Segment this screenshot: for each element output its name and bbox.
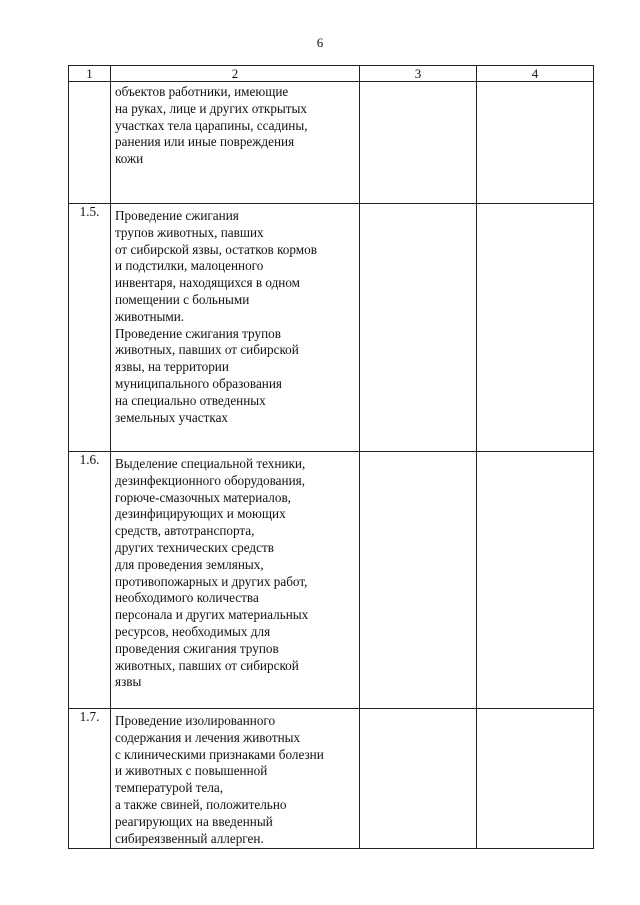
description-line: земельных участках (115, 409, 229, 425)
description-line: Выделение специальной техники, (115, 456, 306, 471)
column-3-cell (360, 82, 477, 204)
column-4-cell (477, 204, 594, 452)
item-number: 1.7. (69, 709, 111, 849)
measure-description (111, 82, 360, 204)
description-line: с клиническими признаками болезни (115, 746, 324, 762)
description-line: кожи (115, 151, 144, 167)
table-row (69, 204, 594, 452)
column-4-cell (477, 452, 594, 709)
description-line: других технических средств (115, 539, 274, 555)
description-line: а также свиней, положительно (115, 796, 287, 812)
description-line: для проведения земляных, (115, 556, 264, 572)
description-line: сибиреязвенный аллерген. (115, 830, 264, 846)
table-row (69, 709, 594, 849)
description-line: помещении с больными (115, 291, 250, 307)
column-4-cell (477, 82, 594, 204)
description-line: участках тела царапины, ссадины, (115, 117, 308, 133)
description-line: инвентаря, находящихся в одном (115, 275, 301, 291)
description-line: необходимого количества (115, 590, 259, 606)
description-line: на специально отведенных (115, 392, 266, 408)
column-header-1: 1 (69, 66, 111, 82)
description-line: животных, павших от сибирской (115, 657, 299, 673)
description-line: реагирующих на введенный (115, 813, 273, 829)
description-line: дезинфицирующих и моющих (115, 506, 286, 522)
description-line: проведения сжигания трупов (115, 640, 279, 656)
item-number (69, 82, 111, 204)
table-row (69, 452, 594, 709)
measures-table (68, 65, 594, 849)
column-3-cell (360, 204, 477, 452)
description-line: объектов работники, имеющие (115, 84, 289, 99)
description-line: ресурсов, необходимых для (115, 623, 271, 639)
column-3-cell (360, 709, 477, 849)
description-line: средств, автотранспорта, (115, 523, 255, 539)
description-line: ранения или иные повреждения (115, 134, 295, 150)
column-4-cell (477, 709, 594, 849)
description-line: содержания и лечения животных (115, 729, 301, 745)
description-line: животных, павших от сибирской (115, 342, 299, 358)
description-line: температурой тела, (115, 780, 224, 796)
item-number: 1.5. (69, 204, 111, 452)
description-line: персонала и других материальных (115, 607, 309, 623)
description-line: и подстилки, малоценного (115, 258, 264, 274)
measure-description (111, 452, 360, 709)
column-3-cell (360, 452, 477, 709)
description-line: язвы, на территории (115, 359, 229, 375)
page-number: 6 (316, 35, 324, 50)
item-number: 1.6. (69, 452, 111, 709)
measure-description (111, 709, 360, 849)
description-line: горюче-смазочных материалов, (115, 489, 291, 505)
description-line: муниципального образования (115, 375, 282, 391)
description-line: дезинфекционного оборудования, (115, 472, 306, 488)
description-line: Проведение сжигания трупов (115, 325, 281, 341)
description-line: противопожарных и других работ, (115, 573, 308, 589)
description-line: на руках, лице и других открытых (115, 100, 308, 116)
description-line: Проведение сжигания (115, 208, 239, 223)
description-line: Проведение изолированного (115, 713, 276, 728)
table-header-row (69, 66, 594, 82)
description-line: и животных с повышенной (115, 763, 268, 779)
description-line: трупов животных, павших (115, 224, 264, 240)
column-header-4: 4 (477, 66, 594, 82)
column-header-2: 2 (111, 66, 360, 82)
table-row (69, 82, 594, 204)
description-line: язвы (115, 674, 142, 690)
column-header-3: 3 (360, 66, 477, 82)
measure-description (111, 204, 360, 452)
description-line: от сибирской язвы, остатков кормов (115, 241, 317, 257)
description-line: животными. (115, 308, 185, 324)
